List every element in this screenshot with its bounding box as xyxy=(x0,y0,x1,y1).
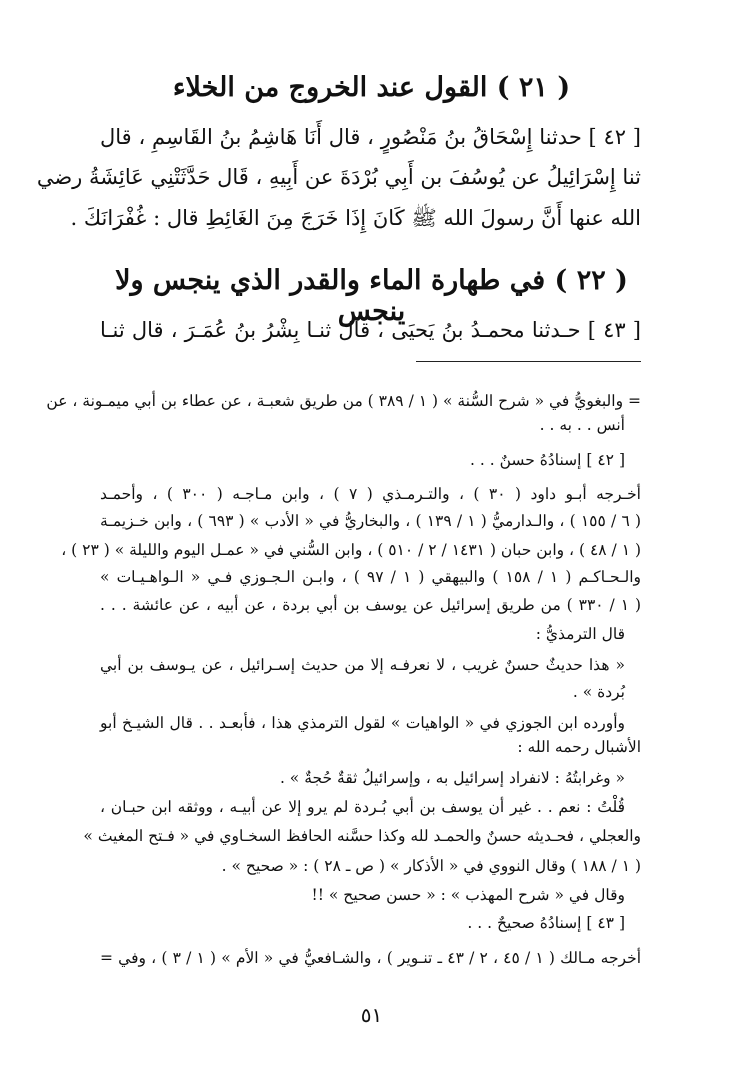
hadith-42-line-3: الله عنها أَنَّ رسولَ الله ﷺ كَانَ إِذَا خَرَجَ مِنَ الغَائِطِ قال : غُفْرَانَكَ . xyxy=(70,206,641,230)
hadith-43-line-1: [ ٤٣ ] حـدثنا محمـدُ بنُ يَحيَى ، قال ثنـا بِشْرُ بنُ عُمَـرَ ، قال ثنـا xyxy=(100,318,641,342)
footnote-line: ( ١ / ٤٨ ) ، وابن حبان ( ١٤٣١ / ٢ / ٥١٠ ) ، وابن السُّني في « عمـل اليوم والليلة » ( ٢٣ ) ، xyxy=(61,541,641,559)
footnote-line: ( ١ / ١٨٨ ) وقال النووي في « الأذكار » ( ص ـ ٢٨ ) : « صحيح » . xyxy=(221,857,641,875)
footnote-line: ( ١ / ٣٣٠ ) من طريق إسرائيل عن يوسف بن أبي بردة ، عن أبيه ، عن عائشة . . . xyxy=(100,596,642,614)
hadith-42-line-2: ثنا إِسْرَائِيلُ عن يُوسُفَ بن أَبِي بُرْدَةَ عن أَبِيهِ ، قَال حَدَّثَتْنِي عَائِشَةُ رضي xyxy=(36,165,641,189)
footnote-line: بُردة » . xyxy=(572,683,625,701)
footnote-line: [ ٤٣ ] إسنادُهُ صحيحٌ . . . xyxy=(467,914,625,932)
footnote-line: ( ٦ / ١٥٥ ) ، والـدارميُّ ( ١ / ١٣٩ ) ، والبخاريُّ في « الأدب » ( ٦٩٣ ) ، وابن خـزيمـة xyxy=(100,512,641,530)
page-number: ٥١ xyxy=(360,1003,383,1027)
hadith-42-line-1: [ ٤٢ ] حدثنا إِسْحَاقُ بنُ مَنْصُورٍ ، قال أَنَا هَاشِمُ بنُ القَاسِمِ ، قال xyxy=(100,125,642,149)
footnote-line: أنس . . به . . xyxy=(539,416,625,434)
footnote-line: قال الترمذيُّ : xyxy=(535,625,625,643)
footnote-line: « هذا حديثٌ حسنٌ غريب ، لا نعرفـه إلا من حديث إسـرائيل ، عن يـوسف بن أبي xyxy=(100,656,625,674)
footnote-line: الأشبال رحمه الله : xyxy=(517,738,641,756)
section-heading-21: ( ٢١ ) القول عند الخروج من الخلاء xyxy=(172,72,571,103)
footnote-line: وأورده ابن الجوزي في « الواهيات » لقول الترمذي هذا ، فأبعـد . . قال الشيـخ أبو xyxy=(100,714,625,732)
footnote-line: = والبغويُّ في « شرح السُّنة » ( ١ / ٣٨٩ ) من طريق شعبـة ، عن عطاء بن أبي ميمـونة ، عن xyxy=(46,392,641,410)
footnote-line: أخرجه مـالك ( ١ / ٤٥ ، ٢ / ٤٣ ـ تنـوير ) ، والشـافعيُّ في « الأم » ( ١ / ٣ ) ، وفي = xyxy=(100,949,641,967)
footnote-line: [ ٤٢ ] إسنادُهُ حسنٌ . . . xyxy=(470,451,625,469)
footnote-line: قُلْتُ : نعم . . غير أن يوسف بن أبي بُـردة لم يرو إلا عن أبيـه ، ووثقه ابن حبـان ، xyxy=(100,798,625,816)
section-heading-22: ( ٢٢ ) في طهارة الماء والقدر الذي ينجس ولا ينجس xyxy=(115,265,628,327)
footnote-line: والـحـاكـم ( ١ / ١٥٨ ) والبيهقي ( ١ / ٩٧ ) ، وابـن الـجـوزي فـي « الـواهـيـات » xyxy=(100,568,642,586)
footnote-line: والعجلي ، فحـديثه حسنٌ والحمـد لله وكذا حسَّنه الحافظ السخـاوي في « فـتح المغيث » xyxy=(83,827,641,845)
footnote-line: وقال في « شرح المهذب » : « حسن صحيح » !! xyxy=(311,886,625,904)
footnote-separator xyxy=(416,361,641,362)
footnote-line: « وغرابتُهُ : لانفراد إسرائيل به ، وإسرائيلُ ثقةٌ حُجةٌ » . xyxy=(279,769,625,787)
footnote-line: أخـرجه أبـو داود ( ٣٠ ) ، والتـرمـذي ( ٧ ) ، وابن مـاجـه ( ٣٠٠ ) ، وأحمـد xyxy=(100,485,641,503)
